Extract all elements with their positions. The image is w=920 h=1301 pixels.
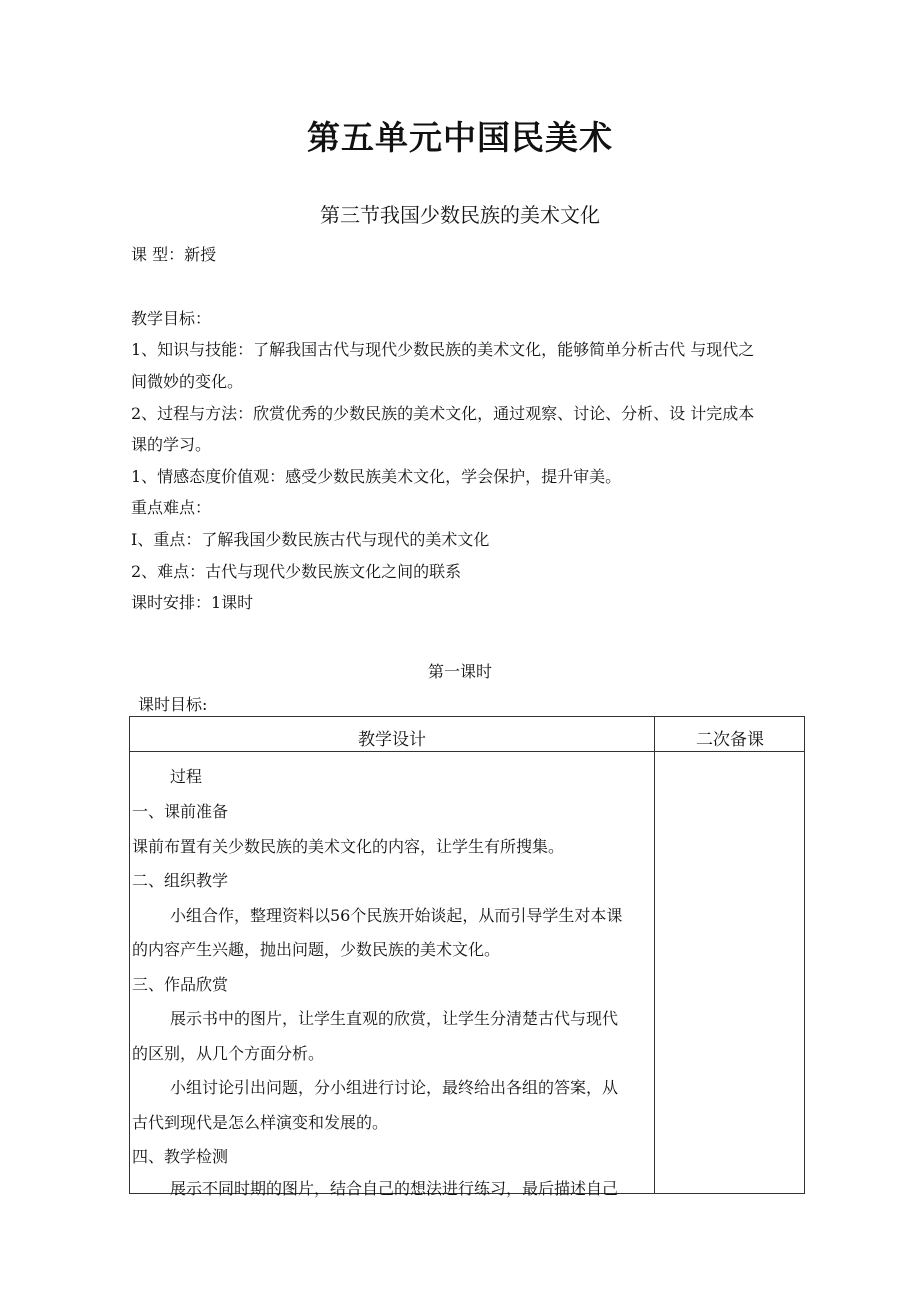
- table-header-divider: [130, 751, 804, 752]
- column-header-design: 教学设计: [358, 730, 426, 750]
- objective-line: 1、情感态度价值观：感受少数民族美术文化，学会保护，提升审美。: [131, 467, 622, 486]
- lesson-schedule: 课时安排：1课时: [131, 593, 254, 612]
- lesson-type: 课 型：新授: [131, 245, 217, 264]
- lesson-objectives-label: 课时目标:: [138, 695, 208, 714]
- table-row: 小组合作，整理资料以56个民族开始谈起，从而引导学生对本课: [170, 906, 623, 925]
- lesson-plan-table: [129, 716, 805, 1198]
- table-row: 四、教学检测: [132, 1147, 229, 1166]
- table-row: 展示书中的图片，让学生直观的欣赏，让学生分清楚古代与现代: [170, 1009, 619, 1028]
- objective-line: 间微妙的变化。: [131, 372, 244, 391]
- table-column-divider: [654, 717, 655, 1193]
- objective-line: 1、知识与技能：了解我国古代与现代少数民族的美术文化，能够简单分析古代 与现代之: [131, 340, 755, 359]
- table-row: 课前布置有关少数民族的美术文化的内容，让学生有所搜集。: [132, 837, 565, 856]
- table-row: 的内容产生兴趣，抛出问题，少数民族的美术文化。: [132, 940, 501, 959]
- first-lesson-heading: 第一课时: [427, 662, 492, 681]
- key-points-heading: 重点难点：: [131, 498, 212, 517]
- table-row: 古代到现代是怎么样演变和发展的。: [132, 1113, 389, 1132]
- key-point-line: 2、难点：古代与现代少数民族文化之间的联系: [131, 562, 462, 581]
- table-row: 三、作品欣赏: [132, 975, 229, 994]
- section-title: 第三节我国少数民族的美术文化: [320, 203, 600, 227]
- table-row: 展示不同时期的图片，结合自己的想法进行练习，最后描述自己: [170, 1179, 619, 1198]
- objective-line: 课的学习。: [131, 435, 212, 454]
- table-row: 二、组织教学: [132, 871, 229, 890]
- table-row: 一、课前准备: [132, 802, 229, 821]
- table-row: 的区别，从几个方面分析。: [132, 1044, 325, 1063]
- objectives-heading: 教学目标：: [131, 309, 212, 328]
- unit-title: 第五单元中国民美术: [307, 118, 613, 157]
- table-row: 过程: [170, 767, 203, 786]
- key-point-line: I、重点：了解我国少数民族古代与现代的美术文化: [131, 530, 490, 549]
- objective-line: 2、过程与方法：欣赏优秀的少数民族的美术文化，通过观察、讨论、分析、设 计完成本: [131, 404, 755, 423]
- table-row: 小组讨论引出问题，分小组进行讨论，最终给出各组的答案，从: [170, 1078, 619, 1097]
- column-header-revision: 二次备课: [696, 730, 764, 750]
